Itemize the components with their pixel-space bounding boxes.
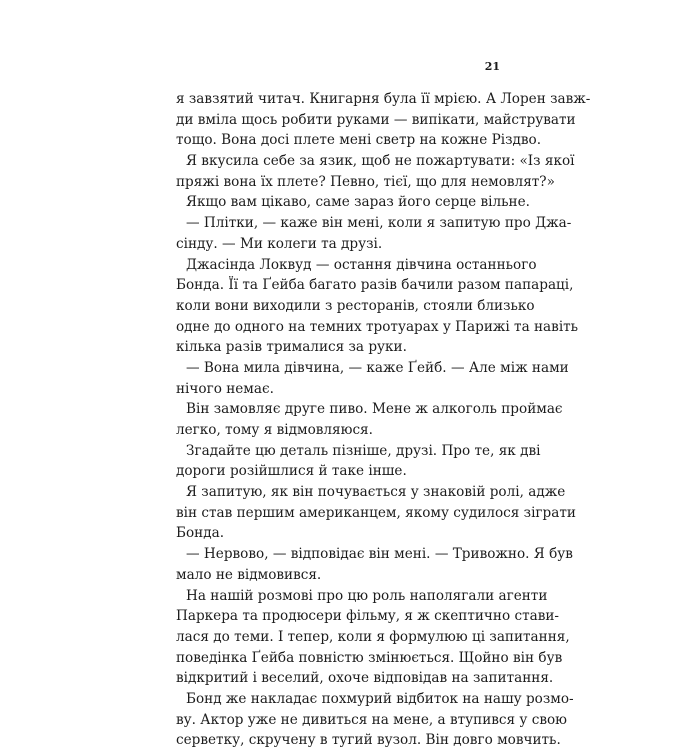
text-line: Джасінда Локвуд — остання дівчина останнього <box>186 256 537 273</box>
text-line: сінду. — Ми колеги та друзі. <box>176 235 383 252</box>
text-line: На нашій розмові про цю роль наполягали агенти <box>186 587 548 604</box>
text-line: тощо. Вона досі плете мені светр на кожне Різдво. <box>176 132 542 149</box>
paragraph <box>176 441 541 482</box>
text-line: Згадайте цю деталь пізніше, друзі. Про те, як дві <box>186 442 541 459</box>
text-line: нічого немає. <box>176 380 274 397</box>
text-line: поведінка Ґейба повністю змінюється. Щойно він був <box>176 649 563 666</box>
page-number: 21 <box>484 60 500 73</box>
paragraph <box>176 89 591 151</box>
text-line: серветку, скручену в тугий вузол. Він довго мовчить. <box>176 732 561 749</box>
text-line: Бонда. <box>176 525 225 542</box>
text-line: коли вони виходили з ресторанів, стояли близько <box>176 297 535 314</box>
paragraph <box>176 358 569 399</box>
paragraph <box>176 399 563 440</box>
text-line: лася до теми. І тепер, коли я формулюю ці запитання, <box>176 628 570 645</box>
paragraph <box>176 544 573 585</box>
text-line: — Плітки, — каже він мені, коли я запитую про Джа- <box>186 215 572 232</box>
text-line: пряжі вона їх плете? Певно, тієї, що для немовлят?» <box>176 173 555 190</box>
text-line: легко, тому я відмовляюся. <box>176 422 373 438</box>
text-line: він став першим американцем, якому судилося зіграти <box>176 504 576 521</box>
body-text <box>176 89 591 751</box>
text-line: мало не відмовився. <box>176 566 322 583</box>
text-line: Якщо вам цікаво, саме зараз його серце вільне. <box>186 194 530 211</box>
paragraph <box>176 482 576 544</box>
text-line: дороги розійшлися й таке інше. <box>176 463 407 480</box>
text-line: — Нервово, — відповідає він мені. — Тривожно. Я був <box>186 546 573 563</box>
text-line: Бонд же накладає похмурий відбиток на нашу розмо- <box>186 690 574 707</box>
paragraph <box>176 255 579 358</box>
text-line: Бонда. Її та Ґейба багато разів бачили разом папараці, <box>176 277 574 294</box>
text-line: — Вона мила дівчина, — каже Ґейб. — Але між нами <box>186 359 569 376</box>
text-line: Паркера та продюсери фільму, я ж скептично стави- <box>176 608 560 625</box>
paragraph <box>176 586 570 689</box>
text-line: відкритий і веселий, охоче відповідав на запитання. <box>176 670 554 687</box>
paragraph <box>176 689 574 751</box>
paragraph <box>176 213 572 254</box>
text-line: я завзятий читач. Книгарня була її мрією. А Лорен завж- <box>176 91 591 107</box>
text-line: ву. Актор уже не дивиться на мене, а втупився у свою <box>176 711 568 728</box>
text-line: ди вміла щось робити руками — випікати, майструвати <box>176 111 576 128</box>
text-line: Я запитую, як він почувається у знаковій ролі, адже <box>186 484 566 501</box>
text-line: Він замовляє друге пиво. Мене ж алкоголь проймає <box>186 401 563 418</box>
paragraph <box>176 192 530 213</box>
text-line: одне до одного на темних тротуарах у Парижі та навіть <box>176 318 579 335</box>
paragraph <box>176 151 575 192</box>
text-line: кілька разів трималися за руки. <box>176 339 407 356</box>
text-line: Я вкусила себе за язик, щоб не пожартувати: «Із якої <box>186 153 575 170</box>
